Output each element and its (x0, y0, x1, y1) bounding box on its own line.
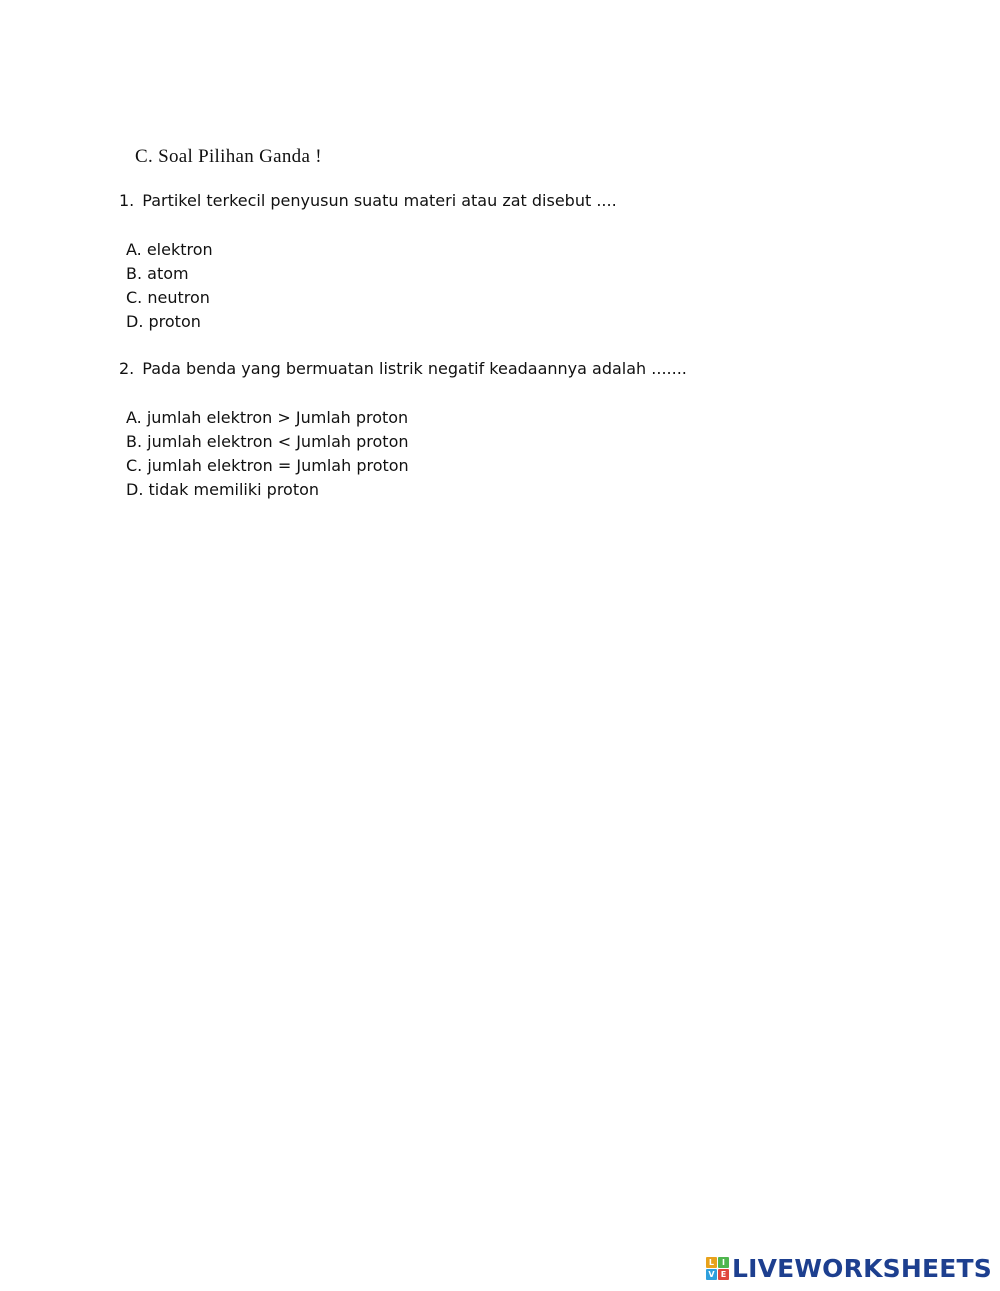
option-d[interactable]: D. tidak memiliki proton (126, 480, 320, 499)
option-b[interactable]: B. jumlah elektron < Jumlah proton (126, 432, 409, 451)
question-text: Pada benda yang bermuatan listrik negatif keadaannya adalah ....... (142, 359, 687, 378)
question-number: 1. (119, 191, 135, 210)
option-c[interactable]: C. neutron (126, 288, 210, 307)
question-2-options (126, 406, 409, 502)
option-d[interactable]: D. proton (126, 312, 201, 331)
brand-text: LIVEWORKSHEETS (731, 1254, 992, 1283)
option-a[interactable]: A. jumlah elektron > Jumlah proton (126, 408, 409, 427)
liveworksheets-brand (706, 1254, 992, 1283)
question-number: 2. (119, 359, 135, 378)
question-1 (119, 191, 617, 210)
logo-letter-e: E (718, 1269, 729, 1280)
logo-letter-v: V (706, 1269, 717, 1280)
option-a[interactable]: A. elektron (126, 240, 213, 259)
logo-letter-i: I (718, 1257, 729, 1268)
option-b[interactable]: B. atom (126, 264, 189, 283)
logo-letter-l: L (706, 1257, 717, 1268)
question-1-options (126, 238, 213, 334)
liveworksheets-logo-icon (706, 1257, 729, 1280)
question-text: Partikel terkecil penyusun suatu materi atau zat disebut .... (142, 191, 617, 210)
option-c[interactable]: C. jumlah elektron = Jumlah proton (126, 456, 409, 475)
section-title: C. Soal Pilihan Ganda ! (135, 146, 322, 167)
question-2 (119, 359, 687, 378)
